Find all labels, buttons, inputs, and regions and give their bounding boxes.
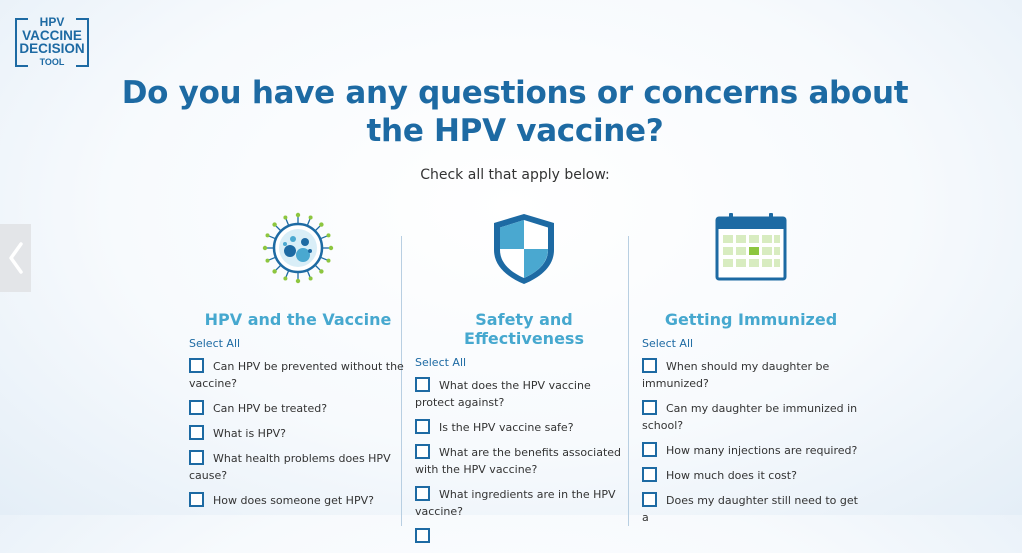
- column-safety-and-effectiveness: [415, 210, 633, 553]
- select-all-link[interactable]: Select All: [415, 356, 467, 369]
- column-title: HPV and the Vaccine: [204, 310, 392, 329]
- checkbox[interactable]: [415, 419, 430, 434]
- page-subtitle: Check all that apply below:: [420, 167, 610, 183]
- page-title: [0, 74, 1022, 150]
- checkbox[interactable]: [642, 400, 657, 415]
- checkbox[interactable]: [642, 442, 657, 457]
- checkbox[interactable]: [415, 444, 430, 459]
- checkbox[interactable]: [189, 492, 204, 507]
- virus-icon: [260, 210, 336, 286]
- checkbox[interactable]: [189, 358, 204, 373]
- checkbox-item[interactable]: When should my daughter be immunized?: [642, 360, 830, 390]
- checkbox-item[interactable]: Can my daughter be immunized in school?: [642, 402, 858, 432]
- hpv-vaccine-decision-tool-logo[interactable]: [14, 14, 90, 68]
- checkbox-item[interactable]: What is HPV?: [189, 425, 407, 442]
- chevron-left-icon: [8, 241, 24, 275]
- select-all-link[interactable]: Select All: [642, 337, 694, 350]
- checkbox-item[interactable]: [415, 528, 633, 545]
- calendar-icon: [714, 210, 788, 282]
- checkbox[interactable]: [642, 492, 657, 507]
- checkbox-item[interactable]: What ingredients are in the HPV vaccine?: [415, 488, 616, 518]
- checkbox[interactable]: [415, 377, 430, 392]
- svg-text:TOOL: TOOL: [39, 57, 65, 67]
- checkbox-item[interactable]: How many injections are required?: [642, 442, 860, 459]
- column-title: Getting Immunized: [664, 310, 838, 329]
- checkbox[interactable]: [642, 358, 657, 373]
- checkbox-item[interactable]: What does the HPV vaccine protect against?: [415, 379, 591, 409]
- checkbox-item[interactable]: What health problems does HPV cause?: [189, 452, 391, 482]
- checkbox[interactable]: [189, 450, 204, 465]
- page-title-line-2: the HPV vaccine?: [366, 113, 664, 149]
- checkbox-item[interactable]: Is the HPV vaccine safe?: [415, 419, 633, 436]
- checkbox-item[interactable]: How does someone get HPV?: [189, 492, 407, 509]
- column-title: Safety and Effectiveness: [464, 310, 584, 348]
- page-title-line-1: Do you have any questions or concerns about: [121, 75, 909, 111]
- checkbox[interactable]: [415, 486, 430, 501]
- checkbox-item[interactable]: What are the benefits associated with the HPV vaccine?: [415, 446, 622, 476]
- checkbox-item[interactable]: How much does it cost?: [642, 467, 860, 484]
- checkbox-item[interactable]: Can HPV be treated?: [189, 400, 407, 417]
- checkbox-item[interactable]: Can HPV be prevented without the vaccine?: [189, 360, 404, 390]
- checkbox[interactable]: [189, 400, 204, 415]
- checkbox[interactable]: [189, 425, 204, 440]
- column-getting-immunized: [642, 210, 860, 534]
- checkbox[interactable]: [415, 528, 430, 543]
- checkbox[interactable]: [642, 467, 657, 482]
- checkbox-item[interactable]: Does my daughter still need to get a: [642, 494, 858, 524]
- svg-text:HPV: HPV: [39, 15, 65, 29]
- svg-text:VACCINE: VACCINE: [22, 28, 82, 43]
- previous-page-button[interactable]: [0, 224, 31, 292]
- select-all-link[interactable]: Select All: [189, 337, 241, 350]
- column-hpv-and-the-vaccine: [189, 210, 407, 517]
- svg-text:DECISION: DECISION: [19, 41, 85, 56]
- shield-icon: [489, 210, 559, 286]
